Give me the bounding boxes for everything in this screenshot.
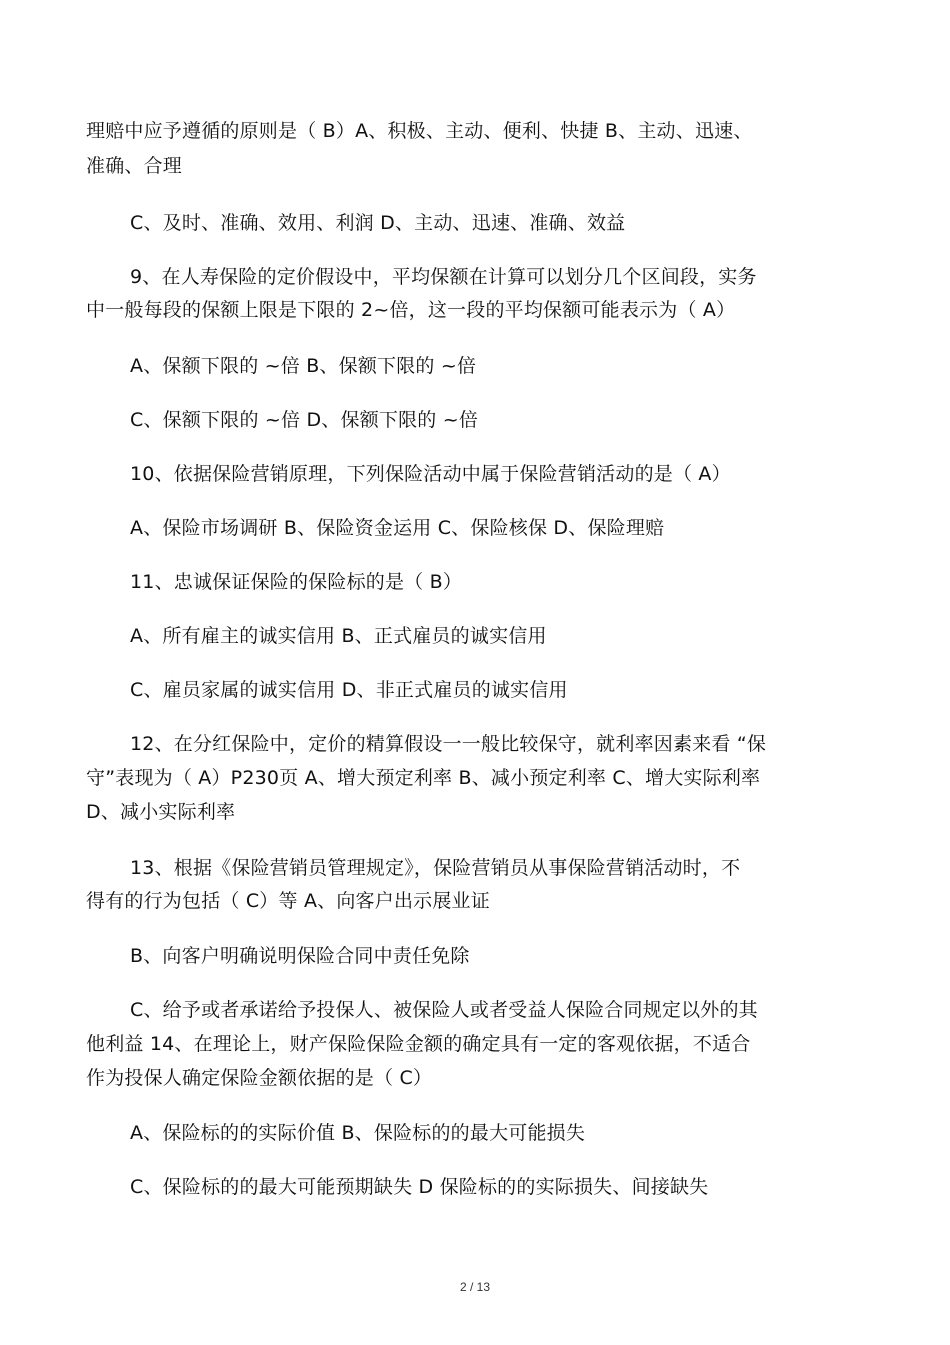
text-line-q14: 他利益 14、在理论上，财产保险保险金额的确定具有一定的客观依据，不适合: [86, 1033, 751, 1055]
text-line-q12: 12、在分红保险中，定价的精算假设一一般比较保守，就利率因素来看 “保: [130, 733, 767, 755]
text-line-q8-options: C、及时、准确、效用、利润 D、主动、迅速、准确、效益: [130, 212, 626, 234]
page-number: 2 / 13: [459, 1280, 491, 1294]
text-line-q8-cont2: 准确、合理: [86, 155, 183, 177]
text-line-q9-cont: 中一般每段的保额上限是下限的 2~倍，这一段的平均保额可能表示为（ A）: [86, 299, 736, 321]
text-line-q11-options-ab: A、所有雇主的诚实信用 B、正式雇员的诚实信用: [130, 625, 547, 647]
text-line-q9-options-ab: A、保额下限的 ~倍 B、保额下限的 ~倍: [130, 355, 477, 377]
text-line-q13-option-c: C、给予或者承诺给予投保人、被保险人或者受益人保险合同规定以外的其: [130, 999, 758, 1021]
text-line-q10: 10、依据保险营销原理，下列保险活动中属于保险营销活动的是（ A）: [130, 463, 731, 485]
text-line-q12-cont2: D、减小实际利率: [86, 801, 236, 823]
text-line-q14-cont: 作为投保人确定保险金额依据的是（ C）: [86, 1067, 433, 1089]
text-line-q13-cont: 得有的行为包括（ C）等 A、向客户出示展业证: [86, 890, 490, 912]
text-line-q12-cont: 守”表现为（ A）P230页 A、增大预定利率 B、减小预定利率 C、增大实际利率: [86, 767, 761, 789]
text-line-q10-options: A、保险市场调研 B、保险资金运用 C、保险核保 D、保险理赔: [130, 517, 665, 539]
text-line-q11: 11、忠诚保证保险的保险标的是（ B）: [130, 571, 463, 593]
text-line-q11-options-cd: C、雇员家属的诚实信用 D、非正式雇员的诚实信用: [130, 679, 568, 701]
text-line-q14-options-ab: A、保险标的的实际价值 B、保险标的的最大可能损失: [130, 1122, 586, 1144]
text-line-q9: 9、在人寿保险的定价假设中，平均保额在计算可以划分几个区间段，实务: [130, 266, 757, 288]
text-line-q13: 13、根据《保险营销员管理规定》，保险营销员从事保险营销活动时，不: [130, 857, 741, 879]
text-line-q13-option-b: B、向客户明确说明保险合同中责任免除: [130, 945, 470, 967]
text-line-q8-cont: 理赔中应予遵循的原则是（ B）A、积极、主动、便利、快捷 B、主动、迅速、: [86, 120, 753, 142]
text-line-q9-options-cd: C、保额下限的 ~倍 D、保额下限的 ~倍: [130, 409, 479, 431]
text-line-q14-options-cd: C、保险标的的最大可能预期缺失 D 保险标的的实际损失、间接缺失: [130, 1176, 709, 1198]
